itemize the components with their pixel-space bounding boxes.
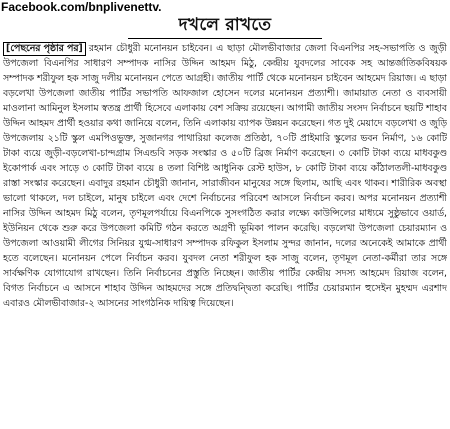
- article-body: [3, 41, 447, 427]
- article-text: রহমান চৌধুরী মনোনয়ন চাইবেন। এ ছাড়া মৌলভীবাজার জেলা বিএনপির সহ-সভাপতি ও জুড়ী উপজেলা বিএনপির সাধারণ সম্পাদক নাসির উদ্দিন আহমদ মিঠু, কেন্দ্রীয় যুবদলের সাবেক সহ আন্তর্জাতিকবিষয়ক সম্পাদক শরীফুল হক সাজু দলীয় মনোনয়ন পেতে আগ্রহী। জাতীয় পার্টি থেকে মনোনয়ন চাইবেন আহমেদ রিয়াজ। এ ছাড়া বড়লেখা উপজেলা জাতীয় পার্টির সভাপতি আফজাল হোসেন দলের মনোনয়ন প্রত্যাশী। জামায়াত নেতা ও ব্যবসায়ী মাওলানা আমিনুল ইসলাম স্বতন্ত্র প্রার্থী হিসেবে এলাকায় বেশ সক্রিয় রয়েছেন। আগামী জাতীয় সংসদ নির্বাচনে ছয়টি শাহাব উদ্দিন আহমদ প্রার্থী হওয়ার কথা জানিয়ে বলেন, তিনি এলাকায় ব্যাপক উন্নয়ন করেছেন। গত দুই মেয়াদে বড়লেখা ও জুড়ি উপজেলায় ২১টি স্কুল এমপিওভুক্ত, সুজানগর পাথারিয়া কলেজ প্রতিষ্ঠা, ৭০টি প্রাইমারি স্কুলের ভবন নির্মাণ, ১৬ কোটি টাকা ব্যয়ে জুড়ী-বড়লেখা-চান্দগ্রাম সিএন্ডবি সড়ক সংস্কার ও ৫০টি ব্রিজ নির্মাণ করেছেন। ৩ কোটি টাকা ব্যয়ে মাধবকুণ্ড ইকোপার্ক এবং সাড়ে ৩ কোটি টাকা ব্যয়ে ৪ তলা বিশিষ্ট আধুনিক রেস্ট হাউস, ৮ কোটি টাকা ব্যয়ে কাঁঠালতলী-মাধবকুণ্ড রাস্তা সংস্কার করেছেন। এবাদুর রহমান চৌধুরী জানান, সারাজীবন মানুষের সঙ্গে ছিলাম, আছি এবং থাকব। শারীরিক অবস্থা ভালো থাকলে, দল চাইলে, মানুষ চাইলে এবং দেশে নির্বাচনের পরিবেশ আসলে নির্বাচন করব। অপর মনোনয়ন প্রত্যাশী নাসির উদ্দিন আহমদ মিঠু বলেন, তৃণমূলপর্যায়ে বিএনপিকে সুসংগঠিত করার লক্ষ্যে কাউন্সিলের মাধ্যমে সুষ্ঠুভাবে ওয়ার্ড, ইউনিয়ন থেকে শুরু করে উপজেলা কমিটি গঠন করতে অগ্রণী ভূমিকা পালন করেছি। বড়লেখা উপজেলা চেয়ারম্যান ও উপজেলা আওয়ামী লীগের সিনিয়র যুগ্ম-সাধারণ সম্পাদক রফিকুল ইসলাম সুন্দর জানান, দলের অনেকেই আমাকে প্রার্থী হতে বলেছেন। মনোনয়ন পেলে নির্বাচন করব। যুবদল নেতা শরীফুল হক সাজু বলেন, তৃণমূল নেতা-কর্মীরা তার সঙ্গে সার্বক্ষণিক যোগাযোগ রাখছেন। তিনি নির্বাচনের প্রস্তুতি নিচ্ছেন। জাতীয় পার্টির কেন্দ্রীয় সদস্য আহমেদ রিয়াজ বলেন, বিগত নির্বাচনে এ আসনে শাহাব উদ্দিন আহমদের সঙ্গে প্রতিদ্বন্দ্বিতা করেছি। পার্টির চেয়ারম্যান হুসেইন মুহম্মদ এরশাদ এবারও মৌলভীবাজার-২ আসনের সাংগঠনিক দায়িত্ব দিয়েছেন।: [3, 43, 447, 309]
- headline: দখলে রাখতে: [178, 15, 272, 35]
- source-url: Facebook.com/bnplivenettv.: [1, 0, 162, 14]
- continued-from-label: [পেছনের পৃষ্ঠার পর]: [3, 42, 86, 56]
- headline-rule: [128, 38, 322, 39]
- article-paragraph: [3, 41, 447, 311]
